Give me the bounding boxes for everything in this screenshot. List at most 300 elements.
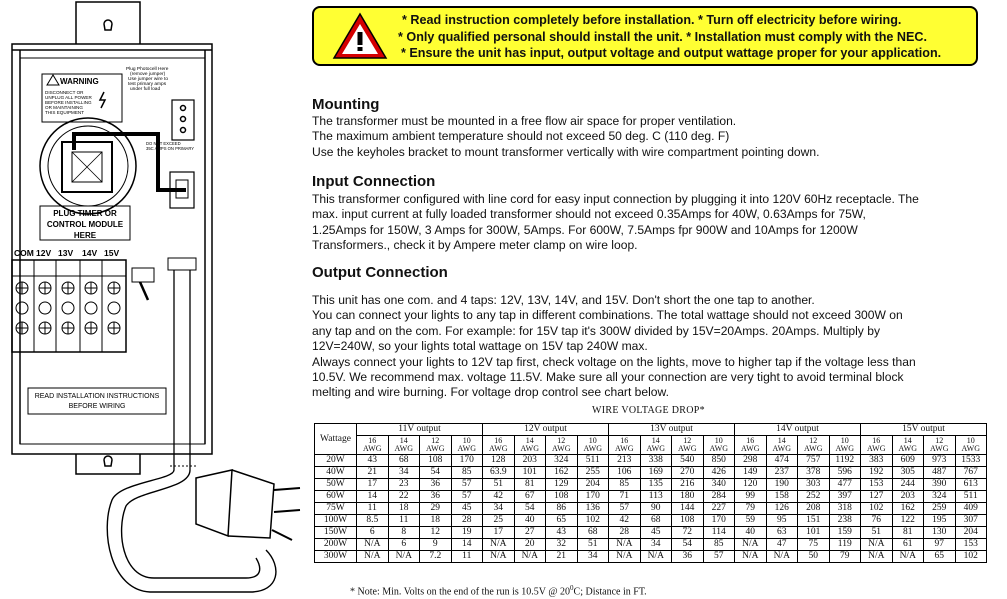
distance-cell: 426	[703, 467, 735, 479]
distance-cell: N/A	[892, 551, 924, 563]
table-row	[315, 455, 987, 467]
awg-gauge: 12	[809, 436, 818, 445]
transformer-diagram	[0, 0, 310, 599]
wattage-cell: 75W	[315, 503, 357, 515]
distance-cell: N/A	[357, 539, 389, 551]
group-header: 13V output	[609, 424, 735, 436]
awg-header	[924, 436, 956, 455]
distance-cell: 151	[798, 515, 830, 527]
distance-cell: 1533	[955, 455, 987, 467]
lightning-icon	[100, 92, 105, 108]
distance-cell: 767	[955, 467, 987, 479]
distance-cell: N/A	[735, 539, 767, 551]
distance-cell: 540	[672, 455, 704, 467]
distance-cell: 129	[546, 479, 578, 491]
wattage-cell: 200W	[315, 539, 357, 551]
terminal-label: COM	[14, 248, 34, 258]
awg-gauge: 16	[872, 436, 881, 445]
distance-cell: 102	[577, 515, 609, 527]
distance-cell: 102	[955, 551, 987, 563]
distance-cell: 203	[514, 455, 546, 467]
photocell-label: (remove jumper)	[130, 72, 166, 77]
distance-cell: 511	[955, 491, 987, 503]
distance-cell: 14	[451, 539, 483, 551]
awg-header	[672, 436, 704, 455]
distance-cell: 307	[955, 515, 987, 527]
awg-gauge: 12	[431, 436, 440, 445]
input-connection-heading: Input Connection	[312, 173, 436, 190]
table-group-header-row	[315, 424, 987, 436]
awg-unit: AWG	[457, 444, 476, 453]
distance-cell: 8	[388, 527, 420, 539]
group-header: 15V output	[861, 424, 987, 436]
photocell-label: under full load	[130, 87, 161, 92]
distance-cell: 54	[672, 539, 704, 551]
distance-cell: N/A	[357, 551, 389, 563]
awg-header	[640, 436, 672, 455]
distance-cell: 324	[546, 455, 578, 467]
distance-cell: 190	[766, 479, 798, 491]
awg-header	[420, 436, 452, 455]
distance-cell: 76	[861, 515, 893, 527]
awg-unit: AWG	[741, 444, 760, 453]
distance-cell: 244	[892, 479, 924, 491]
timer-label: CONTROL MODULE	[46, 220, 124, 229]
distance-cell: 8.5	[357, 515, 389, 527]
distance-cell: 609	[892, 455, 924, 467]
awg-gauge: 16	[494, 436, 503, 445]
note-prefix: * Note: Min. Volts on the end of the run is 10.5V @ 20	[350, 586, 571, 598]
distance-cell: 149	[735, 467, 767, 479]
distance-cell: 298	[735, 455, 767, 467]
distance-cell: 135	[640, 479, 672, 491]
distance-cell: 1192	[829, 455, 861, 467]
distance-cell: 122	[892, 515, 924, 527]
distance-cell: 340	[703, 479, 735, 491]
distance-cell: 79	[829, 551, 861, 563]
table-caption: WIRE VOLTAGE DROP*	[592, 405, 705, 416]
awg-unit: AWG	[363, 444, 382, 453]
voltage-drop-table	[314, 423, 987, 563]
distance-cell: 6	[357, 527, 389, 539]
amps-label: DO NOT EXCEED	[146, 141, 181, 146]
distance-cell: 25	[483, 515, 515, 527]
distance-cell: 63	[766, 527, 798, 539]
diagram-warning-line: UNPLUG ALL POWER	[45, 95, 92, 100]
distance-cell: 47	[766, 539, 798, 551]
distance-cell: 180	[672, 491, 704, 503]
table-body	[315, 455, 987, 563]
table-row	[315, 539, 987, 551]
wattage-cell: 60W	[315, 491, 357, 503]
distance-cell: 71	[609, 491, 641, 503]
distance-cell: N/A	[609, 551, 641, 563]
distance-cell: 208	[798, 503, 830, 515]
distance-cell: 973	[924, 455, 956, 467]
awg-unit: AWG	[961, 444, 980, 453]
distance-cell: 108	[672, 515, 704, 527]
table-row	[315, 479, 987, 491]
amps-label: 35C AMPS ON PRIMARY	[146, 146, 195, 151]
awg-unit: AWG	[835, 444, 854, 453]
paragraph-line: Use the keyholes bracket to mount transformer vertically with wire compartment pointing down.	[312, 144, 820, 159]
output-connection-heading: Output Connection	[312, 264, 448, 281]
keyhole-icon	[104, 20, 112, 30]
banner-line: * Ensure the unit has input, output voltage and output wattage proper for your application.	[401, 46, 942, 60]
distance-cell: 57	[609, 503, 641, 515]
distance-cell: 28	[609, 527, 641, 539]
awg-header	[955, 436, 987, 455]
distance-cell: 409	[955, 503, 987, 515]
distance-cell: 596	[829, 467, 861, 479]
distance-cell: N/A	[483, 551, 515, 563]
distance-cell: 85	[609, 479, 641, 491]
distance-cell: 36	[672, 551, 704, 563]
distance-cell: 45	[451, 503, 483, 515]
wattage-cell: 40W	[315, 467, 357, 479]
distance-cell: 252	[798, 491, 830, 503]
distance-cell: 170	[577, 491, 609, 503]
distance-cell: 51	[861, 527, 893, 539]
mounting-text	[312, 114, 819, 160]
terminal-label: 13V	[58, 248, 74, 258]
diagram-warning-line: DISCONNECT OR	[45, 90, 84, 95]
input-connection-text	[312, 192, 919, 254]
distance-cell: 216	[672, 479, 704, 491]
distance-cell: 21	[357, 467, 389, 479]
table-awg-header-row	[315, 436, 987, 455]
banner-line: * Only qualified personal should install the unit. * Installation must comply with the NEC.	[398, 29, 927, 44]
distance-cell: 11	[451, 551, 483, 563]
distance-cell: 21	[546, 551, 578, 563]
distance-cell: 14	[357, 491, 389, 503]
distance-cell: 113	[640, 491, 672, 503]
distance-cell: 204	[577, 479, 609, 491]
distance-cell: N/A	[483, 539, 515, 551]
distance-cell: 75	[798, 539, 830, 551]
distance-cell: 34	[483, 503, 515, 515]
distance-cell: 204	[955, 527, 987, 539]
distance-cell: 106	[609, 467, 641, 479]
distance-cell: 238	[829, 515, 861, 527]
awg-gauge: 12	[557, 436, 566, 445]
distance-cell: 11	[388, 515, 420, 527]
distance-cell: 72	[672, 527, 704, 539]
awg-unit: AWG	[867, 444, 886, 453]
distance-cell: 68	[640, 515, 672, 527]
banner-line: * Read instruction completely before installation. * Turn off electricity before wiring.	[402, 13, 902, 27]
awg-header	[388, 436, 420, 455]
distance-cell: 28	[451, 515, 483, 527]
awg-header	[514, 436, 546, 455]
awg-unit: AWG	[426, 444, 445, 453]
group-header: 14V output	[735, 424, 861, 436]
paragraph-line: 10.5V. We recommend max. voltage 11.5V. Make sure all your connection are very tight to avoid terminal block	[312, 370, 904, 385]
diagram-warning-line: OR MAINTAINING	[45, 105, 83, 110]
awg-gauge: 14	[651, 436, 660, 445]
distance-cell: 51	[577, 539, 609, 551]
distance-cell: 61	[892, 539, 924, 551]
distance-cell: N/A	[388, 551, 420, 563]
distance-cell: 162	[546, 467, 578, 479]
distance-cell: 23	[388, 479, 420, 491]
diagram-warning-line: THIS EQUIPMENT	[45, 110, 85, 115]
distance-cell: 378	[798, 467, 830, 479]
group-header: 12V output	[483, 424, 609, 436]
distance-cell: 119	[829, 539, 861, 551]
distance-cell: 68	[388, 455, 420, 467]
awg-header	[703, 436, 735, 455]
distance-cell: 43	[357, 455, 389, 467]
distance-cell: 65	[924, 551, 956, 563]
awg-gauge: 16	[620, 436, 629, 445]
read-instructions-label: READ INSTALLATION INSTRUCTIONS	[34, 393, 160, 400]
awg-header	[861, 436, 893, 455]
distance-cell: 29	[420, 503, 452, 515]
table-row	[315, 467, 987, 479]
table-row	[315, 491, 987, 503]
table-row	[315, 551, 987, 563]
awg-header	[546, 436, 578, 455]
warning-banner	[312, 6, 978, 66]
distance-cell: 42	[483, 491, 515, 503]
distance-cell: 32	[546, 539, 578, 551]
distance-cell: 34	[640, 539, 672, 551]
distance-cell: 20	[514, 539, 546, 551]
awg-gauge: 12	[683, 436, 692, 445]
distance-cell: N/A	[735, 551, 767, 563]
awg-header	[766, 436, 798, 455]
distance-cell: 114	[703, 527, 735, 539]
distance-cell: 270	[672, 467, 704, 479]
read-instructions-label: BEFORE WIRING	[68, 403, 126, 410]
wattage-cell: 50W	[315, 479, 357, 491]
awg-gauge: 14	[399, 436, 408, 445]
distance-cell: 81	[892, 527, 924, 539]
distance-cell: 9	[420, 539, 452, 551]
distance-cell: 397	[829, 491, 861, 503]
exclamation-triangle-icon	[332, 12, 388, 60]
distance-cell: 36	[420, 491, 452, 503]
table-row	[315, 503, 987, 515]
distance-cell: 90	[640, 503, 672, 515]
distance-cell: 477	[829, 479, 861, 491]
table-row	[315, 515, 987, 527]
distance-cell: 7.2	[420, 551, 452, 563]
paragraph-line: The transformer must be mounted in a free flow air space for proper ventilation.	[312, 114, 737, 128]
awg-unit: AWG	[930, 444, 949, 453]
distance-cell: 81	[514, 479, 546, 491]
distance-cell: 11	[357, 503, 389, 515]
distance-cell: 36	[420, 479, 452, 491]
distance-cell: 324	[924, 491, 956, 503]
distance-cell: N/A	[861, 551, 893, 563]
awg-gauge: 10	[588, 436, 597, 445]
awg-gauge: 10	[966, 436, 975, 445]
diagram-warning-title: WARNING	[60, 77, 99, 86]
terminal-label: 15V	[104, 248, 120, 258]
wattage-cell: 20W	[315, 455, 357, 467]
paragraph-line: 1.25Amps for 150W, 3 Amps for 300W, 5Amps. For 600W, 7.5Amps fpr 900W and 10Amps for 1200W	[312, 222, 858, 237]
distance-cell: 850	[703, 455, 735, 467]
distance-cell: 34	[577, 551, 609, 563]
distance-cell: 108	[420, 455, 452, 467]
distance-cell: 57	[451, 479, 483, 491]
distance-cell: 284	[703, 491, 735, 503]
paragraph-line: melting and wire burning. For voltage drop control see chart below.	[312, 385, 669, 400]
distance-cell: 86	[546, 503, 578, 515]
distance-cell: 757	[798, 455, 830, 467]
warning-triangle-icon	[47, 75, 59, 85]
awg-gauge: 10	[714, 436, 723, 445]
note-suffix: C; Distance in FT.	[573, 586, 647, 598]
timer-label: HERE	[73, 231, 97, 240]
awg-gauge: 12	[935, 436, 944, 445]
distance-cell: 59	[735, 515, 767, 527]
awg-unit: AWG	[804, 444, 823, 453]
distance-cell: 63.9	[483, 467, 515, 479]
distance-cell: 170	[451, 455, 483, 467]
paragraph-line: max. input current at fully loaded transformer should not exceed 0.35Amps for 40W, 0.63Amps for 75W,	[312, 207, 866, 222]
distance-cell: 22	[388, 491, 420, 503]
note-sup: 0	[570, 584, 574, 592]
awg-header	[829, 436, 861, 455]
distance-cell: 227	[703, 503, 735, 515]
distance-cell: 45	[640, 527, 672, 539]
photocell-label: Use jumper wire to	[128, 77, 168, 82]
awg-unit: AWG	[615, 444, 634, 453]
paragraph-line: Transformers., check it by Ampere meter clamp on wire loop.	[312, 238, 638, 253]
wattage-header: Wattage	[315, 424, 357, 455]
distance-cell: 101	[798, 527, 830, 539]
awg-unit: AWG	[489, 444, 508, 453]
distance-cell: 42	[609, 515, 641, 527]
distance-cell: 18	[420, 515, 452, 527]
distance-cell: 102	[861, 503, 893, 515]
awg-unit: AWG	[646, 444, 665, 453]
distance-cell: 27	[514, 527, 546, 539]
distance-cell: 511	[577, 455, 609, 467]
awg-unit: AWG	[552, 444, 571, 453]
wattage-cell: 100W	[315, 515, 357, 527]
awg-gauge: 14	[903, 436, 912, 445]
distance-cell: 97	[924, 539, 956, 551]
distance-cell: 54	[420, 467, 452, 479]
distance-cell: 57	[451, 491, 483, 503]
awg-unit: AWG	[394, 444, 413, 453]
mounting-heading: Mounting	[312, 96, 380, 113]
distance-cell: 6	[388, 539, 420, 551]
distance-cell: 85	[451, 467, 483, 479]
awg-header	[892, 436, 924, 455]
awg-gauge: 16	[746, 436, 755, 445]
awg-header	[483, 436, 515, 455]
paragraph-line: The maximum ambient temperature should not exceed 50 deg. C (110 deg. F)	[312, 129, 730, 144]
distance-cell: 136	[577, 503, 609, 515]
awg-gauge: 10	[840, 436, 849, 445]
distance-cell: 169	[640, 467, 672, 479]
awg-header	[451, 436, 483, 455]
distance-cell: 237	[766, 467, 798, 479]
distance-cell: N/A	[640, 551, 672, 563]
distance-cell: 162	[892, 503, 924, 515]
distance-cell: 43	[546, 527, 578, 539]
distance-cell: 383	[861, 455, 893, 467]
distance-cell: 68	[577, 527, 609, 539]
distance-cell: 153	[861, 479, 893, 491]
paragraph-line: This transformer configured with line cord for easy input connection by plugging it into 120V 60Hz receptacle. The	[312, 192, 919, 206]
distance-cell: 128	[483, 455, 515, 467]
awg-gauge: 10	[462, 436, 471, 445]
distance-cell: 126	[766, 503, 798, 515]
diagram-warning-line: BEFORE INSTALLING	[45, 100, 92, 105]
output-connection-text	[312, 293, 916, 401]
timer-label: PLUG TIMER OR	[53, 209, 117, 218]
awg-unit: AWG	[583, 444, 602, 453]
distance-cell: 101	[514, 467, 546, 479]
distance-cell: 195	[924, 515, 956, 527]
wattage-cell: 300W	[315, 551, 357, 563]
distance-cell: 318	[829, 503, 861, 515]
distance-cell: 67	[514, 491, 546, 503]
awg-header	[735, 436, 767, 455]
distance-cell: N/A	[514, 551, 546, 563]
distance-cell: 34	[388, 467, 420, 479]
awg-unit: AWG	[898, 444, 917, 453]
awg-unit: AWG	[678, 444, 697, 453]
table-row	[315, 527, 987, 539]
distance-cell: 95	[766, 515, 798, 527]
distance-cell: 170	[703, 515, 735, 527]
distance-cell: 259	[924, 503, 956, 515]
distance-cell: 79	[735, 503, 767, 515]
distance-cell: 85	[703, 539, 735, 551]
distance-cell: 40	[735, 527, 767, 539]
paragraph-line: You can connect your lights to any tap in different combinations. The total wattage should not exceed 300W on	[312, 308, 903, 323]
distance-cell: 50	[798, 551, 830, 563]
distance-cell: 120	[735, 479, 767, 491]
distance-cell: 17	[483, 527, 515, 539]
awg-gauge: 14	[525, 436, 534, 445]
awg-header	[577, 436, 609, 455]
awg-header	[609, 436, 641, 455]
awg-unit: AWG	[709, 444, 728, 453]
distance-cell: 99	[735, 491, 767, 503]
distance-cell: 159	[829, 527, 861, 539]
distance-cell: N/A	[766, 551, 798, 563]
distance-cell: N/A	[609, 539, 641, 551]
awg-header	[798, 436, 830, 455]
table-note	[350, 584, 647, 597]
distance-cell: 127	[861, 491, 893, 503]
distance-cell: 144	[672, 503, 704, 515]
distance-cell: 255	[577, 467, 609, 479]
distance-cell: 130	[924, 527, 956, 539]
distance-cell: 40	[514, 515, 546, 527]
paragraph-line: Always connect your lights to 12V tap first, check voltage on the lights, move to higher tap if the voltage less than	[312, 354, 916, 369]
distance-cell: 108	[546, 491, 578, 503]
distance-cell: 51	[483, 479, 515, 491]
distance-cell: 18	[388, 503, 420, 515]
distance-cell: 474	[766, 455, 798, 467]
distance-cell: N/A	[861, 539, 893, 551]
distance-cell: 17	[357, 479, 389, 491]
distance-cell: 19	[451, 527, 483, 539]
distance-cell: 12	[420, 527, 452, 539]
distance-cell: 65	[546, 515, 578, 527]
distance-cell: 303	[798, 479, 830, 491]
group-header: 11V output	[357, 424, 483, 436]
